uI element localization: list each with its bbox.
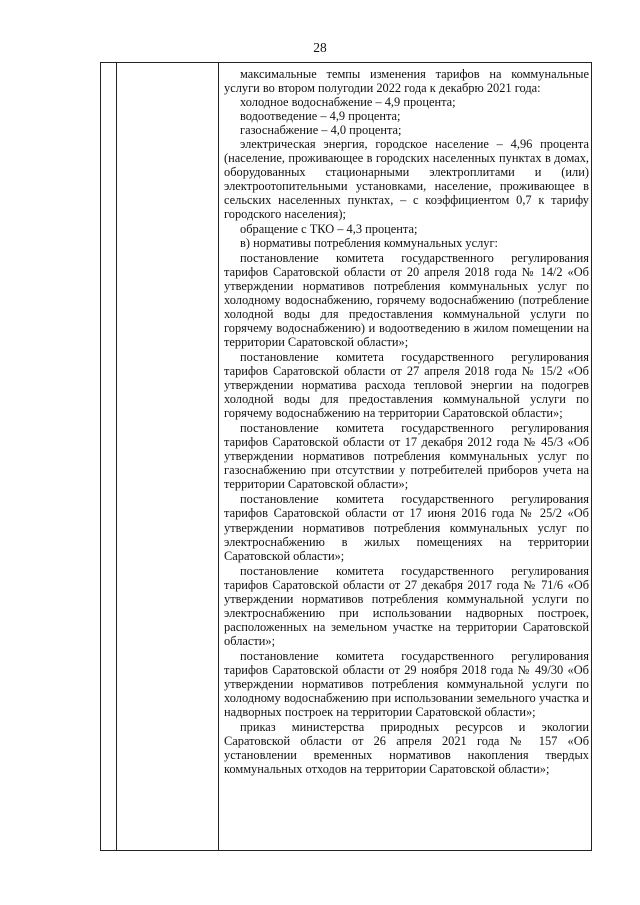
table-column-number <box>101 63 117 850</box>
table-column-name <box>117 63 219 850</box>
paragraph-resolution-14-2: постановление комитета государственного регулирования тарифов Саратовской области от 20 апреля 2018 года № 14/2 «Об утверждении нормативов потребления коммунальных услуг по холодному водоснабжению, горячему водоснабжению (потребление холодной воды для предоставления коммунальной услуги по горячему водоснабжению) и водоотведению в жилом помещении на территории Саратовской области»; <box>224 250 589 349</box>
paragraph-resolution-45-3: постановление комитета государственного регулирования тарифов Саратовской области от 17 декабря 2012 года № 45/3 «Об утверждении нормативов потребления коммунальных услуг по газоснабжению при отсутствии у потребителей приборов учета на территории Саратовской области»; <box>224 421 589 492</box>
paragraph-cold-water: холодное водоснабжение – 4,9 процента; <box>240 95 456 110</box>
page-number: 28 <box>313 40 327 55</box>
paragraph-gas-supply: газоснабжение – 4,0 процента; <box>240 123 402 138</box>
paragraph-order-157: приказ министерства природных ресурсов и экологии Саратовской области от 26 апреля 2021 года № 157 «Об установлении временных нормативов накопления твердых коммунальных отходов на территории Саратовской области»; <box>224 720 589 777</box>
paragraph-resolution-25-2: постановление комитета государственного регулирования тарифов Саратовской области от 17 июня 2016 года № 25/2 «Об утверждении нормативов потребления коммунальных услуг по электроснабжению в жилых помещениях на территории Саратовской области»; <box>224 492 589 563</box>
paragraph-resolution-49-30: постановление комитета государственного регулирования тарифов Саратовской области от 29 ноября 2018 года № 49/30 «Об утверждении нормативов потребления коммунальной услуги по холодному водоснабжению при использовании земельного участка и надворных построек на территории Саратовской области»; <box>224 648 589 720</box>
paragraph-tariff-rates: максимальные темпы изменения тарифов на коммунальные услуги во втором полугодии 2022 года к декабрю 2021 года: <box>224 67 589 96</box>
paragraph-resolution-71-6: постановление комитета государственного регулирования тарифов Саратовской области от 27 декабря 2017 года № 71/6 «Об утверждении нормативов потребления коммунальной услуги по электроснабжению при использовании надворных построек, расположенных на земельном участке на территории Саратовской области»; <box>224 563 589 648</box>
table-column-content <box>219 67 591 776</box>
paragraph-sewerage: водоотведение – 4,9 процента; <box>240 109 401 124</box>
paragraph-waste-management: обращение с ТКО – 4,3 процента; <box>240 221 418 236</box>
paragraph-electricity: электрическая энергия, городское население – 4,96 процента (население, проживающее в городских населенных пунктах в домах, оборудованных стационарными электроплитами и (или) электроотопительными установками, население, проживающее в сельских населенных пунктах, – с коэффициентом 0,7 к тарифу городского населения); <box>224 137 589 222</box>
paragraph-consumption-norms-heading: в) нормативы потребления коммунальных услуг: <box>240 235 498 250</box>
paragraph-resolution-15-2: постановление комитета государственного регулирования тарифов Саратовской области от 27 апреля 2018 года № 15/2 «Об утверждении норматива расхода тепловой энергии на подогрев холодной воды для предоставления коммунальной услуги по горячему водоснабжению на территории Саратовской области»; <box>224 349 589 421</box>
document-table <box>100 62 592 851</box>
